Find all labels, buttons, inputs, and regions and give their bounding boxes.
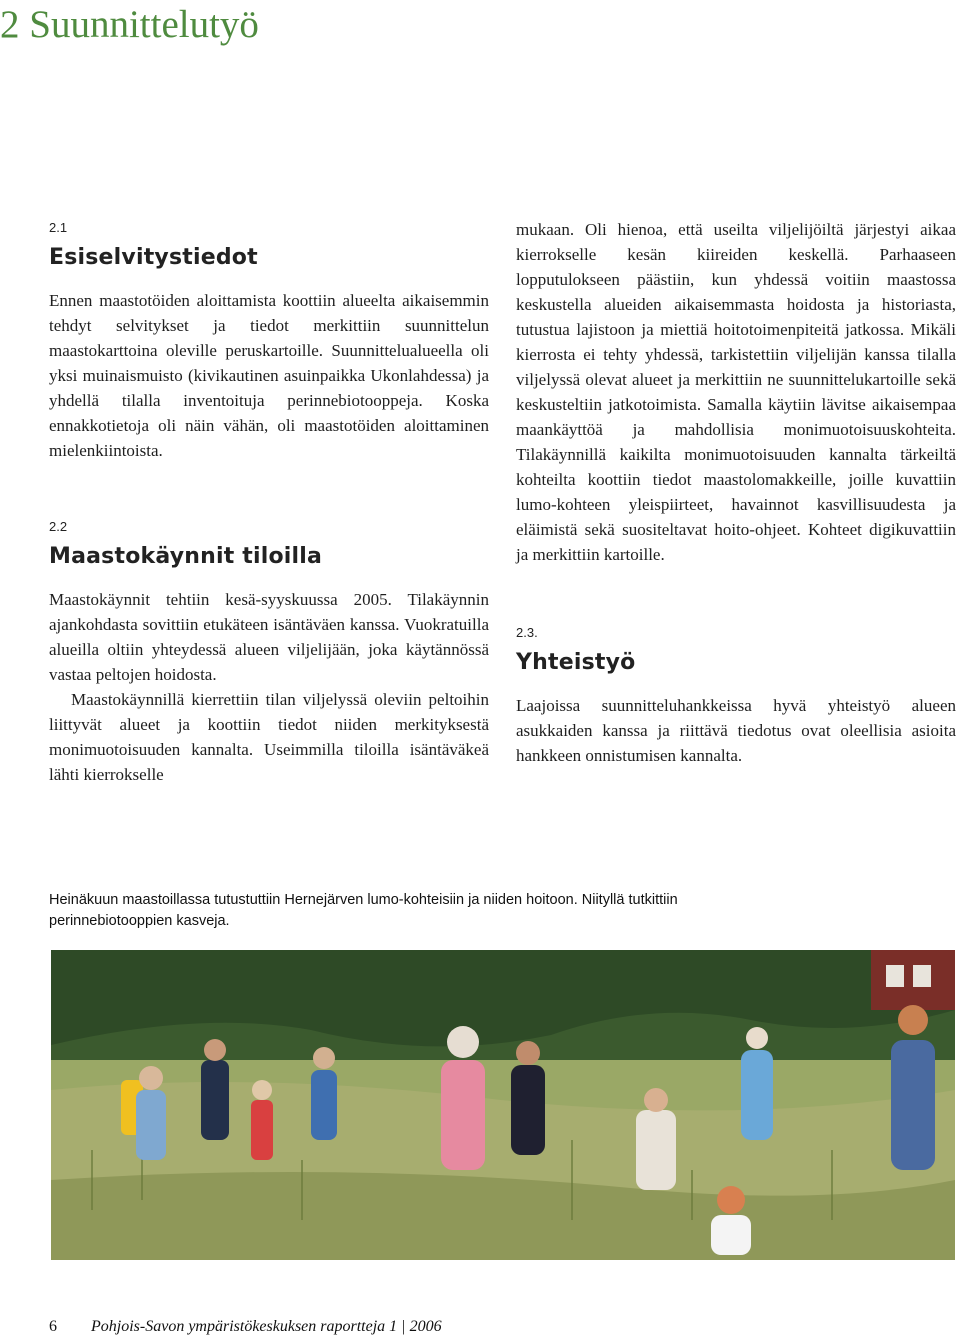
paragraph-maastokaynnit-1: Maastokäynnit tehtiin kesä-syyskuussa 2005. Tilakäynnin ajankohdasta sovittiin etukäteen isäntäväen kanssa. Vuokratuilla alueilla oltiin yhteydessä alueen viljelijään, joka käytännössä vastaa peltojen hoidosta. <box>49 590 489 684</box>
paragraph-maastokaynnit-2: Maastokäynnillä kierrettiin tilan viljelyssä oleviin peltoihin liittyvät alueet ja koottiin tiedot niiden merkityksestä monimuotoisuuden kannalta. Useimmilla tiloilla isäntäväkeä lähti kierrokselle <box>49 690 489 784</box>
section-title-esiselvitystiedot: Esiselvitystiedot <box>49 245 258 270</box>
paragraph-maastokaynnit-continued: mukaan. Oli hienoa, että useilta viljelijöiltä järjestyi aikaa kierrokselle kesän kiireiden keskellä. Parhaaseen lopputulokseen päästiin, kun yhdessä voitiin maastossa keskustella alueiden aikaisemmasta hoidosta ja historiasta, tutustua lajistoon ja miettiä hoitotoimenpiteitä jatkossa. Mikäli kierrosta ei tehty yhdessä, tarkistettiin viljelijän kanssa tilalla viljelyssä olevat alueet ja merkittiin ne suunnittelukartoille sekä keskusteltiin jatkotoimista. Samalla käytiin lävitse aikaisempaa maankäyttöä ja mahdollisia monimuotoisuuskohteita. Tilakäynnillä kaikilta monimuotoisuuden kannalta tärkeiltä kohteilta koottiin tiedot maastolomakkeille, joille kuvattiin lumo-kohteen yleispiirteet, havainnot kasvillisuudesta ja eläimistä sekä suositeltavat hoito-ohjeet. Kohteet digikuvattiin ja merkittiin kartoille. <box>516 220 956 564</box>
photo-caption: Heinäkuun maastoillassa tutustuttiin Hernejärven lumo-kohteisiin ja niiden hoitoon. Niityllä tutkittiin perinnebiotooppien kasveja. <box>49 892 678 929</box>
meadow-photo <box>51 950 955 1260</box>
section-number-2-1: 2.1 <box>49 220 68 235</box>
publication-title: Pohjois-Savon ympäristökeskuksen raportteja 1 | 2006 <box>91 1318 442 1335</box>
meadow-photo-illustration <box>51 950 955 1260</box>
section-title-yhteistyo: Yhteistyö <box>516 650 636 675</box>
section-title-maastokaynnit: Maastokäynnit tiloilla <box>49 544 323 569</box>
left-column <box>49 220 489 787</box>
page-footer <box>49 1318 442 1336</box>
page-number: 6 <box>49 1318 57 1335</box>
paragraph-yhteistyo: Laajoissa suunnitteluhankkeissa hyvä yhteistyö alueen asukkaiden kanssa ja riittävä tiedotus ovat oleellisia asioita hankkeen onnistumisen kannalta. <box>516 696 956 765</box>
section-number-2-2: 2.2 <box>49 519 68 534</box>
section-number-2-3: 2.3. <box>516 625 538 640</box>
right-column <box>516 217 956 768</box>
paragraph-esiselvitys: Ennen maastotöiden aloittamista koottiin alueelta aikaisemmin tehdyt selvitykset ja tiedot merkittiin suunnittelun maastokarttoina oleville peruskartoille. Suunnittelualueella oli yksi muinaismuisto (kivikautinen asuinpaikka Ukonlahdessa) ja yhdellä tilalla inventoituja perinnebiotooppeja. Koska ennakkotietoja oli näin vähän, oli maastotöiden aloittaminen mielenkiintoista. <box>49 291 489 460</box>
chapter-title: 2 Suunnittelutyö <box>0 3 259 46</box>
